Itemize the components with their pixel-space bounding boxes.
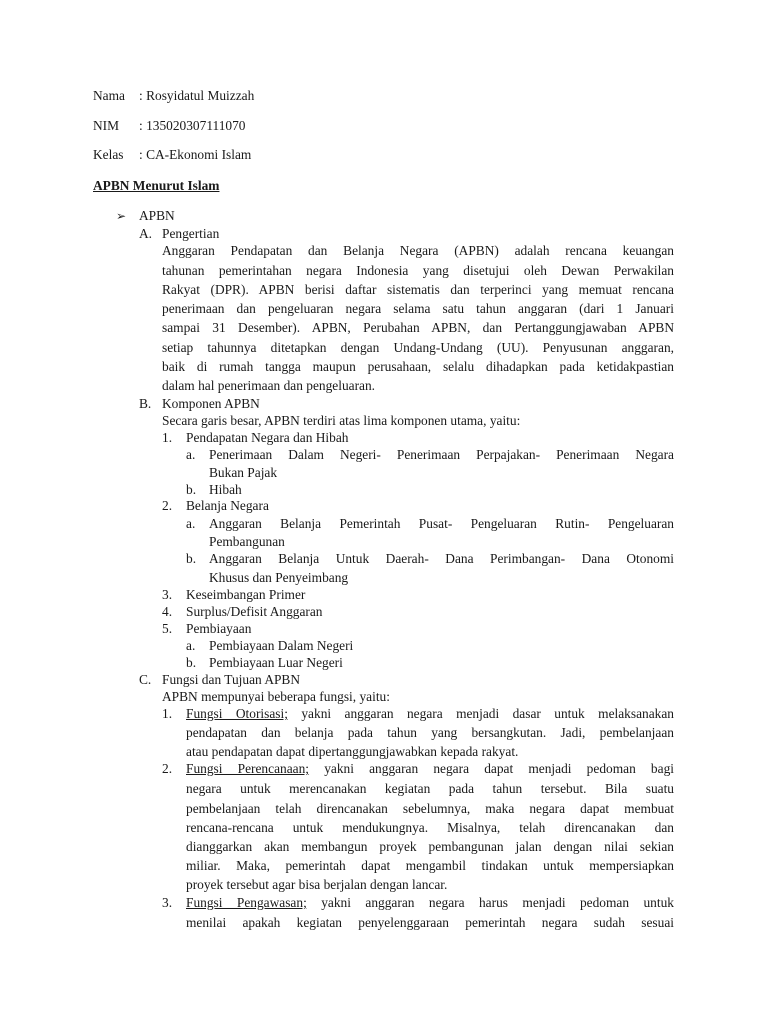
list-letter: a. [186,516,196,531]
paragraph-line: menilai apakah kegiatan penyelenggaraan pemerintah negara sudah sesuai [186,915,674,930]
list-number: 2. [162,498,173,513]
list-item: Pembiayaan [186,621,252,636]
paragraph-line: proyek tersebut agar bisa berjalan dengan lancar. [186,877,448,892]
list-letter: b. [186,655,197,670]
list-item: Penerimaan Dalam Negeri- Penerimaan Perpajakan- Penerimaan Negara [209,447,674,462]
paragraph-line: penerimaan dan pengeluaran negara selama satu tahun anggaran (dari 1 Januari [162,301,674,316]
paragraph-line: atau pendapatan dapat dipertanggungjawabkan kepada rakyat. [186,744,519,759]
class-value: : CA-Ekonomi Islam [139,147,252,162]
section-b-intro: Secara garis besar, APBN terdiri atas lima komponen utama, yaitu: [162,413,521,428]
paragraph-line: negara untuk merencanakan kegiatan pada tahun tersebut. Bila suatu [186,781,674,796]
document-title: APBN Menurut Islam [93,178,220,193]
section-c-marker: C. [139,672,152,687]
paragraph-line: tahunan pemerintahan negara Indonesia yang disetujui oleh Dewan Perwakilan [162,263,674,278]
section-b-marker: B. [139,396,152,411]
arrow-bullet-icon: ➢ [116,209,127,223]
paragraph-line: pembelanjaan telah direncanakan sebelumnya, maka negara dapat membuat [186,801,674,816]
list-item-continuation: Khusus dan Penyeimbang [209,570,349,585]
list-item: Belanja Negara [186,498,269,513]
list-item: Keseimbangan Primer [186,587,306,602]
list-letter: a. [186,638,196,653]
list-item: Surplus/Defisit Anggaran [186,604,323,619]
function-term: Fungsi Otorisasi; [186,706,288,721]
function-first-rest: yakni anggaran negara harus menjadi pedoman untuk [306,895,674,910]
nim-value: : 135020307111070 [139,118,246,133]
paragraph-line: pendapatan dan belanja pada tahun yang bersangkutan. Jadi, pembelanjaan [186,725,674,740]
paragraph-line: rencana-rencana untuk mendukungnya. Misalnya, telah direncanakan dan [186,820,674,835]
paragraph-line: Rakyat (DPR). APBN berisi daftar sistematis dan terperinci yang memuat rencana [162,282,674,297]
list-item: Hibah [209,482,242,497]
paragraph-line: miliar. Maka, pemerintah dapat mengambil tindakan untuk mempersiapkan [186,858,674,873]
paragraph-line: baik di rumah tangga maupun perusahaan, selalu dihadapkan pada ketidakpastian [162,359,674,374]
name-value: : Rosyidatul Muizzah [139,88,255,103]
name-label: Nama [93,88,125,103]
list-item-continuation: Pembangunan [209,534,285,549]
paragraph-line: dalam hal penerimaan dan pengeluaran. [162,378,376,393]
list-item: Pendapatan Negara dan Hibah [186,430,349,445]
list-number: 1. [162,430,173,445]
function-term: Fungsi Perencanaan; [186,761,310,776]
list-letter: a. [186,447,196,462]
list-item-continuation: Bukan Pajak [209,465,278,480]
list-item: Anggaran Belanja Untuk Daerah- Dana Perimbangan- Dana Otonomi [209,551,674,566]
section-b-heading: Komponen APBN [162,396,260,411]
nim-label: NIM [93,118,120,133]
section-a-marker: A. [139,226,153,241]
function-first-line [186,761,674,778]
list-number: 1. [162,706,173,721]
paragraph-line: dianggarkan akan membangun proyek pembangunan jalan dengan nilai sekian [186,839,674,854]
paragraph-line: sampai 31 Desember). APBN, Perubahan APBN, dan Pertanggungjawaban APBN [162,320,674,335]
main-bullet-label: APBN [139,208,175,223]
function-first-line [186,706,674,723]
list-letter: b. [186,551,197,566]
list-item: Pembiayaan Luar Negeri [209,655,343,670]
list-number: 3. [162,895,173,910]
list-number: 5. [162,621,173,636]
paragraph-line: Anggaran Pendapatan dan Belanja Negara (APBN) adalah rencana keuangan [162,243,674,258]
section-a-heading: Pengertian [162,226,220,241]
function-first-line [186,895,674,912]
function-term: Fungsi Pengawasan; [186,895,307,910]
function-first-rest: yakni anggaran negara menjadi dasar untuk melaksanakan [287,706,674,721]
list-number: 4. [162,604,173,619]
list-item: Anggaran Belanja Pemerintah Pusat- Pengeluaran Rutin- Pengeluaran [209,516,674,531]
paragraph-line: setiap tahunnya ditetapkan dengan Undang-Undang (UU). Penyusunan anggaran, [162,340,674,355]
class-label: Kelas [93,147,124,162]
list-letter: b. [186,482,197,497]
list-number: 2. [162,761,173,776]
section-c-intro: APBN mempunyai beberapa fungsi, yaitu: [162,689,390,704]
function-first-rest: yakni anggaran negara dapat menjadi pedoman bagi [309,761,674,776]
section-c-heading: Fungsi dan Tujuan APBN [162,672,301,687]
list-number: 3. [162,587,173,602]
list-item: Pembiayaan Dalam Negeri [209,638,354,653]
